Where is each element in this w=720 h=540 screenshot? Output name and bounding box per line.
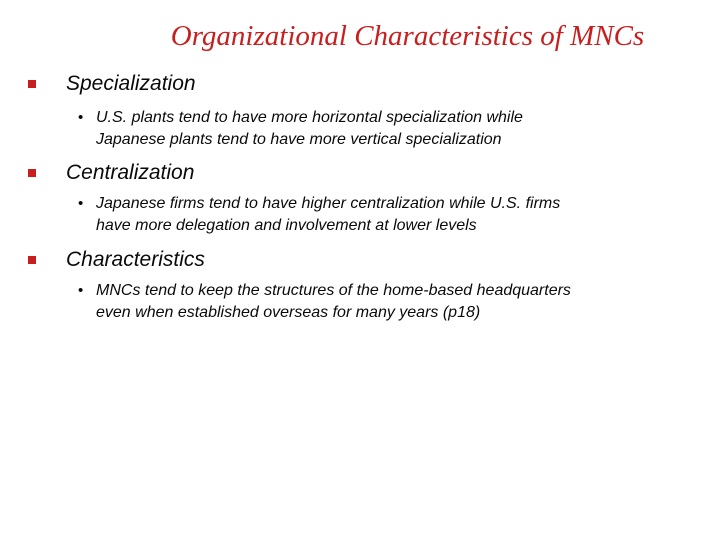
slide-title: Organizational Characteristics of MNCs (170, 20, 645, 52)
section-heading: Characteristics (66, 248, 205, 271)
section-detail-line: U.S. plants tend to have more horizontal specialization while (96, 109, 523, 126)
square-bullet-icon (28, 169, 36, 177)
dot-bullet-icon: • (78, 109, 84, 126)
section-heading: Specialization (66, 72, 196, 95)
square-bullet-icon (28, 256, 36, 264)
dot-bullet-icon: • (78, 282, 84, 299)
dot-bullet-icon: • (78, 195, 84, 212)
section-detail-line: Japanese plants tend to have more vertical specialization (96, 131, 502, 148)
section-heading: Centralization (66, 161, 195, 184)
section-detail-line: have more delegation and involvement at lower levels (96, 217, 477, 234)
section-detail-line: MNCs tend to keep the structures of the home-based headquarters (96, 282, 571, 299)
section-detail-line: even when established overseas for many years (p18) (96, 304, 481, 321)
square-bullet-icon (28, 80, 36, 88)
section-detail-line: Japanese firms tend to have higher centralization while U.S. firms (96, 195, 561, 212)
